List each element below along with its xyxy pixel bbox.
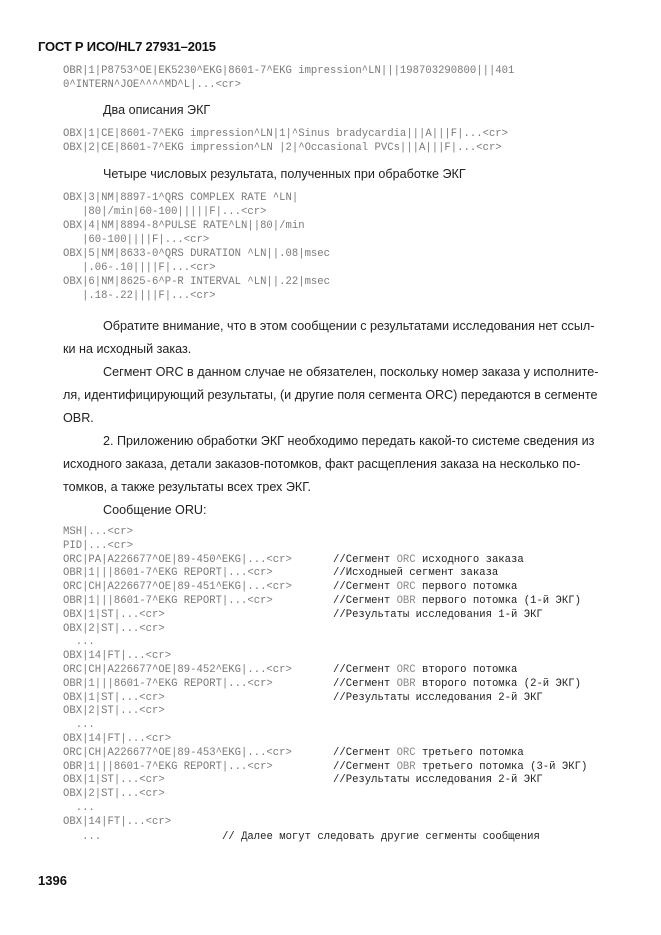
paragraph-line: исходного заказа, детали заказов-потомков, факт расщепления заказа на несколько по- [63, 457, 581, 471]
oru-code-line: ... [63, 802, 95, 814]
comment-text: //Сегмент [333, 761, 397, 773]
trailer-comment: // Далее могут следовать другие сегменты сообщения [222, 831, 540, 843]
oru-code-line: OBR|1|||8601-7^EKG REPORT|...<cr> [63, 678, 273, 690]
comment-segment-keyword: ORC [396, 554, 416, 566]
code-line: |.18-.22||||F|...<cr> [63, 290, 216, 302]
oru-comment [333, 693, 543, 704]
obr-line: OBR|1|P8753^OE|EK5230^EKG|8601-7^EKG impression^LN|||198703290800|||401 [63, 65, 515, 77]
paragraph-line: Сообщение ORU: [103, 503, 207, 517]
oru-code-line: OBX|1|ST|...<cr> [63, 774, 165, 786]
comment-segment-keyword: ORC [396, 664, 416, 676]
page-number: 1396 [38, 873, 67, 888]
oru-code-line: OBX|1|ST|...<cr> [63, 609, 165, 621]
oru-comment [333, 596, 581, 607]
oru-comment [333, 555, 524, 566]
paragraph-line: 2. Приложению обработки ЭКГ необходимо передать какой-то системе сведения из [103, 434, 595, 448]
comment-segment-keyword: OBR [396, 678, 416, 690]
oru-code-line: OBX|2|ST|...<cr> [63, 705, 165, 717]
comment-text: //Сегмент [333, 554, 397, 566]
oru-comment [333, 665, 517, 676]
trailer-ellipsis: ... [63, 831, 102, 843]
comment-text: третьего потомка (3-й ЭКГ) [415, 761, 588, 773]
paragraph-line: Сегмент ORC в данном случае не обязателен, поскольку номер заказа у исполните- [103, 365, 599, 379]
comment-segment-keyword: OBR [396, 761, 416, 773]
oru-comment [333, 762, 587, 773]
comment-text: первого потомка [415, 581, 518, 593]
oru-code-line: OBX|2|ST|...<cr> [63, 623, 165, 635]
code-line: |80|/min|60-100|||||F|...<cr> [63, 206, 267, 218]
oru-code-line: OBX|14|FT|...<cr> [63, 650, 172, 662]
code-line: |.06-.10||||F|...<cr> [63, 262, 216, 274]
comment-text: //Результаты исследования 1-й ЭКГ [333, 609, 543, 621]
comment-text: второго потомка [415, 664, 518, 676]
oru-comment [333, 610, 543, 621]
comment-text: //Сегмент [333, 747, 397, 759]
oru-code-line: ORC|CH|A226677^OE|89-451^EKG|...<cr> [63, 581, 292, 593]
oru-code-line: ORC|PA|A226677^OE|89-450^EKG|...<cr> [63, 554, 292, 566]
oru-comment [333, 568, 498, 579]
comment-text: //Сегмент [333, 595, 397, 607]
oru-code-line: OBR|1|||8601-7^EKG REPORT|...<cr> [63, 567, 273, 579]
code-line: OBX|6|NM|8625-6^P-R INTERVAL ^LN||.22|msec [63, 276, 331, 288]
oru-code-line: OBX|14|FT|...<cr> [63, 733, 172, 745]
comment-text: третьего потомка [415, 747, 524, 759]
comment-text: //Результаты исследования 2-й ЭКГ [333, 774, 543, 786]
code-line: OBX|2|CE|8601-7^EKG impression^LN |2|^Occasional PVCs|||A|||F|...<cr> [63, 142, 502, 154]
comment-segment-keyword: ORC [396, 581, 416, 593]
oru-code-line: OBX|14|FT|...<cr> [63, 816, 172, 828]
oru-code-line: OBX|2|ST|...<cr> [63, 788, 165, 800]
paragraph-line: Обратите внимание, что в этом сообщении с результатами исследования нет ссыл- [103, 319, 595, 333]
oru-code-line: OBX|1|ST|...<cr> [63, 692, 165, 704]
comment-text: первого потомка (1-й ЭКГ) [415, 595, 581, 607]
code-line: OBX|3|NM|8897-1^QRS COMPLEX RATE ^LN| [63, 192, 299, 204]
comment-segment-keyword: OBR [396, 595, 416, 607]
paragraph-line: ля, идентифицирующий результаты, (и другие поля сегмента ORC) передаются в сегменте [63, 388, 598, 402]
comment-text: //Сегмент [333, 664, 397, 676]
comment-text: //Сегмент [333, 581, 397, 593]
oru-code-line: ... [63, 636, 95, 648]
oru-code-line: OBR|1|||8601-7^EKG REPORT|...<cr> [63, 595, 273, 607]
paragraph-line: ки на исходный заказ. [63, 342, 192, 356]
code-line: OBX|1|CE|8601-7^EKG impression^LN|1|^Sinus bradycardia|||A|||F|...<cr> [63, 128, 509, 140]
code-line: |60-100||||F|...<cr> [63, 234, 210, 246]
comment-text: //Сегмент [333, 678, 397, 690]
code-line: OBX|4|NM|8894-8^PULSE RATE^LN||80|/min [63, 220, 305, 232]
comment-segment-keyword: ORC [396, 747, 416, 759]
oru-code-line: PID|...<cr> [63, 540, 133, 552]
paragraph-line: OBR. [63, 411, 94, 425]
document-header: ГОСТ Р ИСО/HL7 27931–2015 [38, 39, 216, 54]
oru-code-line: ORC|CH|A226677^OE|89-452^EKG|...<cr> [63, 664, 292, 676]
oru-comment [333, 748, 524, 759]
oru-code-line: OBR|1|||8601-7^EKG REPORT|...<cr> [63, 761, 273, 773]
oru-code-line: MSH|...<cr> [63, 526, 133, 538]
oru-comment [333, 679, 581, 690]
oru-comment [333, 582, 517, 593]
section-title: Четыре числовых результата, полученных при обработке ЭКГ [103, 167, 466, 181]
code-line: OBX|5|NM|8633-0^QRS DURATION ^LN||.08|msec [63, 248, 331, 260]
oru-code-line: ORC|CH|A226677^OE|89-453^EKG|...<cr> [63, 747, 292, 759]
paragraph-line: томков, а также результаты всех трех ЭКГ. [63, 480, 312, 494]
oru-comment [333, 775, 543, 786]
comment-text: //Результаты исследования 2-й ЭКГ [333, 692, 543, 704]
oru-code-line: ... [63, 719, 95, 731]
comment-text: //Исходныей сегмент заказа [333, 567, 499, 579]
section-title: Два описания ЭКГ [103, 103, 211, 117]
obr-line: 0^INTERN^JOE^^^^MD^L|...<cr> [63, 79, 242, 91]
comment-text: исходного заказа [415, 554, 524, 566]
comment-text: второго потомка (2-й ЭКГ) [415, 678, 581, 690]
